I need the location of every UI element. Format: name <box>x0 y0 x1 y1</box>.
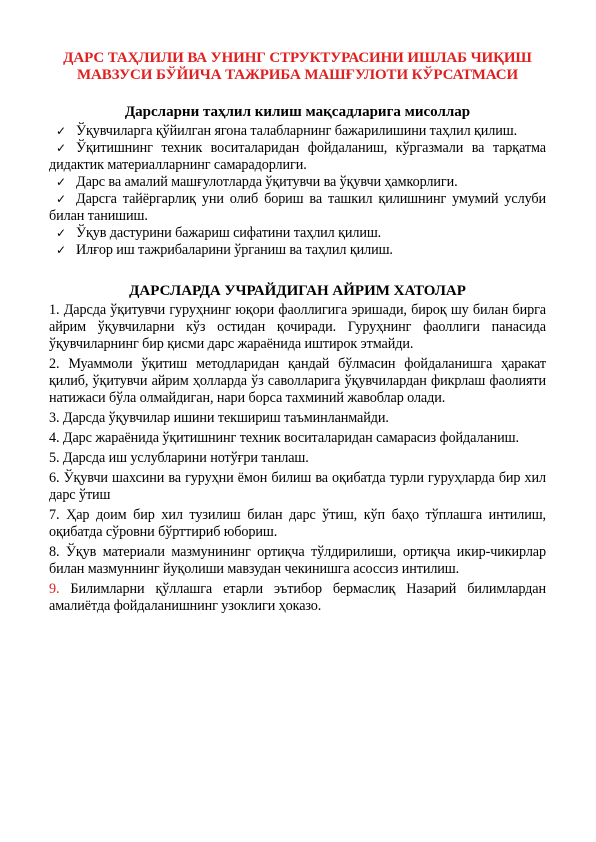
list-item: ✓ Ўқув дастурини бажариш сифатини таҳлил қилиш. <box>56 225 382 241</box>
document-title: ДАРС ТАҲЛИЛИ ВА УНИНГ СТРУКТУРАСИНИ ИШЛАБ ЧИҚИШ МАВЗУСИ БЎЙИЧА ТАЖРИБА МАШҒУЛОТИ КЎРСАТМАСИ <box>63 50 532 83</box>
checkmark-icon: ✓ <box>56 124 66 138</box>
list-item: 4. Дарс жараёнида ўқитишнинг техник воситаларидан самарасиз фойдаланиш. <box>49 430 519 446</box>
checkmark-icon: ✓ <box>56 192 66 206</box>
list-item: ✓ Ўқувчиларга қўйилган ягона талабларнинг бажарилишини таҳлил қилиш. <box>56 123 518 139</box>
list-item: ✓ Дарсга тайёргарлиқ уни олиб бориш ва ташкил қилишнинг умумий услуби билан танишиш. <box>49 191 546 224</box>
item-number: 9. <box>49 581 60 597</box>
checkmark-icon: ✓ <box>56 243 66 257</box>
list-item: 1. Дарсда ўқитувчи гуруҳнинг юқори фаоллигига эришади, бироқ шу билан бирга айрим ўқувчиларни кўз остидан қочиради. Гуруҳнинг фаоллиги панасида ўқувчиларнинг бир қисми дарс жараёнида иштирок этмайди. <box>49 302 546 352</box>
item-number: 7. <box>49 507 60 523</box>
bullets-heading: Дарсларни таҳлил килиш мақсадларига мисоллар <box>124 104 471 120</box>
list-item: ✓ Дарс ва амалий машғулотларда ўқитувчи ва ўқувчи ҳамкорлиги. <box>56 174 458 190</box>
list-item: 3. Дарсда ўқувчилар ишини текшириш таъминланмайди. <box>49 410 389 426</box>
list-item: 5. Дарсда иш услубларини нотўғри танлаш. <box>49 450 309 466</box>
item-number: 4. <box>49 430 60 446</box>
list-item: 2. Муаммоли ўқитиш методларидан қандай бўлмасин фойдаланишга ҳаракат қилиб, ўқитувчи айрим ҳолларда ўз саволларига ўқувчилардан фикрлаш фаолияти натижаси бўла олмайдиган, нари борса тахминий жавоблар олади. <box>49 356 546 406</box>
list-item: 8. Ўқув материали мазмунининг ортиқча тўлдирилиши, ортиқча икир-чикирлар билан мазмуннинг йуқолиши мавзудан чекинишга асоссиз интилиш. <box>49 544 546 577</box>
list-item: ✓ Ўқитишнинг техник воситаларидан фойдаланиш, кўргазмали ва тарқатма дидактик материалларнинг самарадорлиги. <box>49 140 546 173</box>
errors-list <box>49 302 546 615</box>
list-item: 7. Ҳар доим бир хил тузилиш билан дарс ўтиш, кўп баҳо тўплашга интилиш, оқибатда сўровни бўрттириб юбориш. <box>49 507 546 540</box>
list-item: ✓ Илғор иш тажрибаларини ўрганиш ва таҳлил қилиш. <box>56 242 393 258</box>
section-title: ДАРСЛАРДА УЧРАЙДИГАН АЙРИМ ХАТОЛАР <box>129 283 466 299</box>
item-number: 6. <box>49 470 60 486</box>
goals-list <box>49 123 546 259</box>
item-number: 8. <box>49 544 60 560</box>
checkmark-icon: ✓ <box>56 175 66 189</box>
item-number: 2. <box>49 356 60 372</box>
list-item: 6. Ўқувчи шахсини ва гуруҳни ёмон билиш ва оқибатда турли гуруҳларда бир хил дарс ўтиш <box>49 470 546 503</box>
list-item: 9. Билимларни қўллашга етарли эътибор бермаслиқ Назарий билимлардан амалиётда фойдаланишнинг узоклиги ҳоказо. <box>49 581 546 614</box>
item-number: 1. <box>49 302 60 318</box>
checkmark-icon: ✓ <box>56 141 66 155</box>
item-number: 5. <box>49 450 60 466</box>
item-number: 3. <box>49 410 60 426</box>
checkmark-icon: ✓ <box>56 226 66 240</box>
